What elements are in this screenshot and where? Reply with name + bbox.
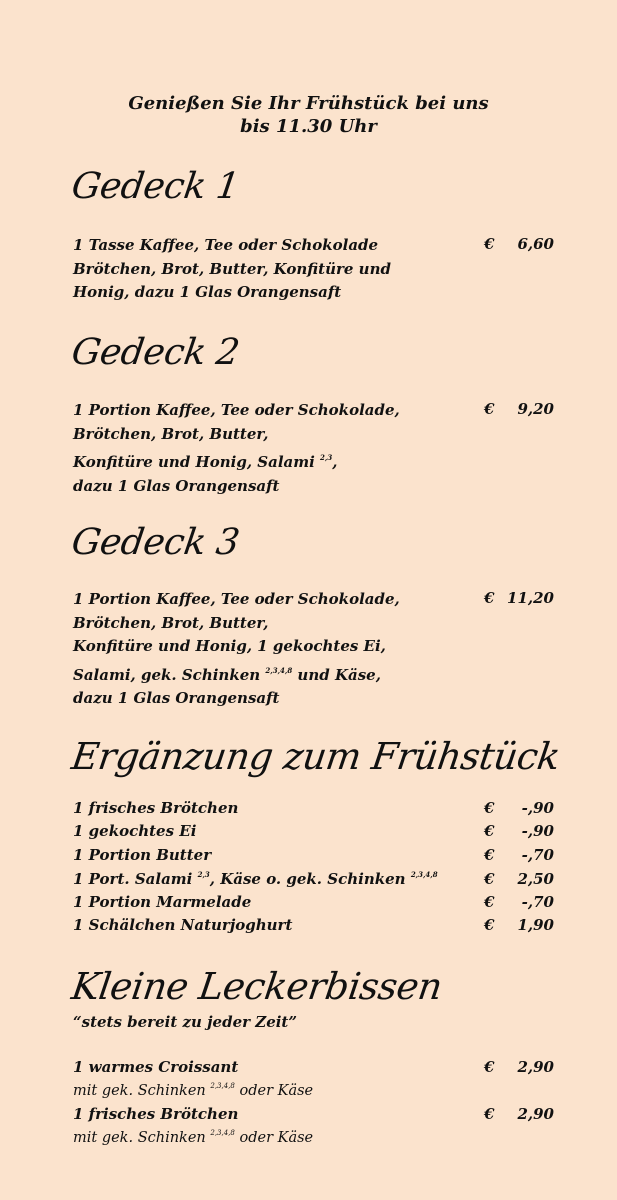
item-label: 1 gekochtes Ei (73, 822, 197, 840)
item-price: 2,90 (517, 1105, 554, 1123)
leckerbissen-title: Kleine Leckerbissen (68, 965, 445, 1008)
gedeck-1-title: Gedeck 1 (69, 166, 242, 207)
item-label: 1 frisches Brötchen (73, 799, 239, 817)
leckerbissen-item-option (73, 1129, 313, 1146)
option-text-end: oder Käse (234, 1130, 314, 1146)
leckerbissen-tagline: “stets bereit zu jeder Zeit” (73, 1013, 297, 1031)
item-label: 1 warmes Croissant (73, 1058, 239, 1076)
item-price: -,90 (521, 799, 554, 817)
item-allergens-2: 2,3,4,8 (410, 870, 438, 879)
gedeck-3-line-4 (73, 659, 400, 688)
gedeck-1-description (73, 234, 391, 305)
item-price: -,90 (521, 822, 554, 840)
gedeck-3-schinken-allergens: 2,3,4,8 (265, 665, 293, 675)
option-allergens: 2,3,4,8 (210, 1082, 235, 1090)
gedeck-2-amount: 9,20 (517, 400, 554, 418)
item-price: -,70 (521, 846, 554, 864)
gedeck-3-amount: 11,20 (507, 589, 554, 607)
item-label-mid: , Käse o. gek. Schinken (209, 870, 406, 888)
gedeck-2-line-2: Brötchen, Brot, Butter, (73, 424, 269, 443)
ergaenzung-item (73, 916, 554, 939)
leckerbissen-item-option (73, 1082, 313, 1099)
gedeck-2-line-3 (73, 446, 400, 475)
gedeck-3-line-1: 1 Portion Kaffee, Tee oder Schokolade, (73, 590, 400, 608)
gedeck-1-line-2: Brötchen, Brot, Butter, Konfitüre und (73, 259, 391, 278)
gedeck-2-line-1: 1 Portion Kaffee, Tee oder Schokolade, (73, 401, 400, 419)
gedeck-3-line-4-end: und Käse, (292, 665, 381, 684)
item-price: 2,90 (517, 1058, 554, 1076)
gedeck-3-description (73, 588, 400, 711)
gedeck-3-title: Gedeck 3 (69, 522, 242, 563)
gedeck-2-currency: € (484, 400, 495, 418)
gedeck-3-currency: € (484, 589, 495, 607)
gedeck-1-amount: 6,60 (517, 235, 554, 253)
gedeck-3-line-4-text: Salami, gek. Schinken (73, 665, 261, 684)
item-label: 1 Port. Salami (73, 870, 193, 888)
gedeck-1-currency: € (484, 235, 495, 253)
item-label: 1 Portion Butter (73, 846, 212, 864)
item-currency: € (484, 916, 495, 934)
gedeck-2-description (73, 399, 400, 498)
intro-line-2: bis 11.30 Uhr (240, 116, 377, 137)
item-price: 2,50 (517, 870, 554, 888)
intro-heading (0, 92, 617, 138)
leckerbissen-item (73, 1058, 554, 1081)
item-label: 1 Schälchen Naturjoghurt (73, 916, 293, 934)
item-currency: € (484, 822, 495, 840)
ergaenzung-item (73, 822, 554, 845)
option-text-end: oder Käse (234, 1083, 314, 1099)
gedeck-1-line-3: Honig, dazu 1 Glas Orangensaft (73, 283, 342, 301)
item-currency: € (484, 870, 495, 888)
ergaenzung-item (73, 799, 554, 822)
leckerbissen-item (73, 1105, 554, 1128)
item-currency: € (484, 846, 495, 864)
intro-line-1: Genießen Sie Ihr Frühstück bei uns (128, 93, 489, 114)
gedeck-3-line-5: dazu 1 Glas Orangensaft (73, 689, 280, 707)
option-text: mit gek. Schinken (73, 1083, 206, 1099)
option-text: mit gek. Schinken (73, 1130, 206, 1146)
item-price: 1,90 (517, 916, 554, 934)
item-price: -,70 (521, 893, 554, 911)
item-label: 1 Portion Marmelade (73, 893, 252, 911)
ergaenzung-title: Ergänzung zum Frühstück (68, 735, 563, 778)
item-currency: € (484, 893, 495, 911)
ergaenzung-item (73, 893, 554, 916)
gedeck-3-line-3: Konfitüre und Honig, 1 gekochtes Ei, (73, 637, 386, 655)
gedeck-2-line-3-text: Konfitüre und Honig, Salami (73, 453, 315, 471)
item-label: 1 frisches Brötchen (73, 1105, 239, 1123)
gedeck-2-line-3-end: , (332, 453, 338, 471)
option-allergens: 2,3,4,8 (210, 1129, 235, 1137)
gedeck-2-title: Gedeck 2 (69, 332, 242, 373)
ergaenzung-item (73, 870, 554, 893)
item-currency: € (484, 1058, 495, 1076)
gedeck-2-salami-allergens: 2,3 (320, 453, 333, 462)
gedeck-1-line-1: 1 Tasse Kaffee, Tee oder Schokolade (73, 236, 379, 254)
ergaenzung-item (73, 846, 554, 869)
gedeck-3-line-2: Brötchen, Brot, Butter, (73, 613, 269, 632)
item-currency: € (484, 1105, 495, 1123)
gedeck-2-line-4: dazu 1 Glas Orangensaft (73, 476, 280, 495)
item-allergens-1: 2,3 (197, 870, 210, 879)
item-currency: € (484, 799, 495, 817)
